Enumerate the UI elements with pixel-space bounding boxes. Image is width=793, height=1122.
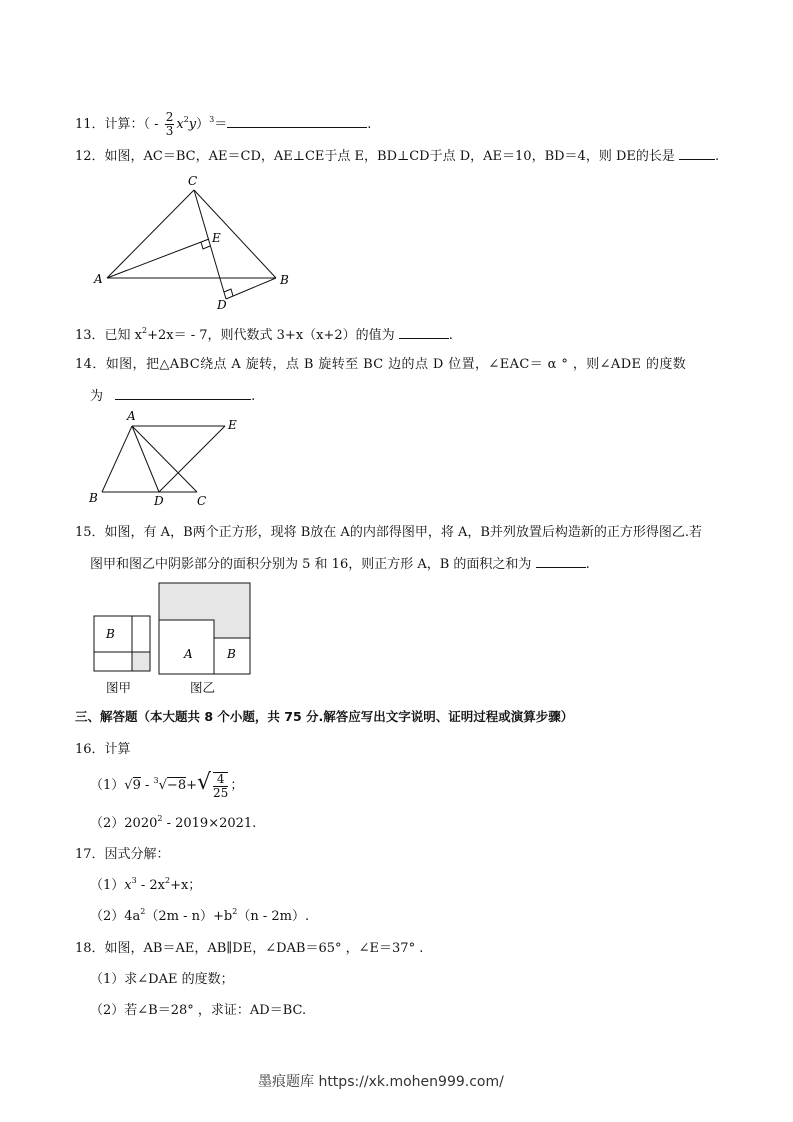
q17-part2 xyxy=(90,905,309,924)
q13-post: +2x＝ - 7，则代数式 3+x（x+2）的值为 xyxy=(147,328,395,343)
fig12-line-ae xyxy=(107,239,209,278)
q17-p2-mid: （2m - n）+b xyxy=(145,909,233,924)
fig14-label-e: E xyxy=(228,418,237,432)
q14-end: . xyxy=(251,389,256,404)
q17-p1-a: x xyxy=(124,878,132,893)
q11-x: x xyxy=(176,117,184,132)
q17-part1 xyxy=(90,874,201,893)
fig12-label-a: A xyxy=(94,272,103,286)
q13-end: . xyxy=(448,328,453,343)
question-15-line2 xyxy=(90,553,590,572)
fig15-jia-label-b: B xyxy=(106,627,115,641)
footer-watermark: 墨痕题库 https://xk.mohen999.com/ xyxy=(258,1074,504,1090)
fig14-line-ac xyxy=(132,426,197,492)
q16-p1-frac-den: 25 xyxy=(213,785,229,800)
fig15-caption-yi: 图乙 xyxy=(190,680,216,695)
fig12-line-ac xyxy=(107,190,194,278)
fig14-label-b: B xyxy=(89,491,98,505)
q15-line2-text: 图甲和图乙中阴影部分的面积分别为 5 和 16，则正方形 A，B 的面积之和为 xyxy=(90,557,532,572)
q11-number: 11．计算： xyxy=(75,117,144,132)
q17-p1-label: （1） xyxy=(90,878,125,893)
q16-p1-sqrt9: 9 xyxy=(132,778,141,793)
figure-15 xyxy=(85,578,265,678)
q17-p2-a-exp: 2 xyxy=(140,907,146,916)
q18-title: 18．如图，AB＝AE，AB∥DE，∠DAB＝65° ，∠E＝37° . xyxy=(75,941,424,956)
q11-answer-blank[interactable] xyxy=(227,126,367,128)
fig12-label-b: B xyxy=(280,273,289,287)
q11-end: . xyxy=(367,117,372,132)
question-14-line1: 14．如图，把△ABC绕点 A 旋转，点 B 旋转至 BC 边的点 D 位置，∠EAC＝ α ° ，则∠ADE 的度数 xyxy=(75,357,687,372)
fig12-line-cb xyxy=(194,190,276,278)
q17-p1-a-exp: 3 xyxy=(131,876,137,885)
fig15-yi-label-b: B xyxy=(227,647,236,661)
sqrt-icon: √ xyxy=(197,770,212,795)
fig12-line-cd xyxy=(194,190,226,299)
q11-eq: ＝ xyxy=(214,117,228,132)
q17-p1-b: - 2x xyxy=(136,878,165,893)
q16-p2-exp: 2 xyxy=(157,814,163,823)
q17-p2-label: （2）4a xyxy=(90,909,141,924)
q12-text: 12．如图，AC＝BC，AE＝CD，AE⊥CE于点 E，BD⊥CD于点 D，AE＝10，BD＝4，则 DE的长是 xyxy=(75,149,675,164)
q13-answer-blank[interactable] xyxy=(399,337,449,339)
question-13 xyxy=(75,324,453,343)
q17-title: 17．因式分解： xyxy=(75,847,170,862)
q17-p2-b-exp: 2 xyxy=(232,907,238,916)
question-12 xyxy=(75,145,719,164)
q11-open: （ - xyxy=(143,117,163,132)
fig15-jia-shaded xyxy=(132,652,150,671)
q16-p1-plus: + xyxy=(186,778,197,793)
q16-title: 16．计算 xyxy=(75,742,131,757)
cube-root-icon: √ xyxy=(158,778,167,793)
q17-p2-end: （n - 2m）. xyxy=(237,909,310,924)
q18-part1: （1）求∠DAE 的度数； xyxy=(90,972,234,987)
fig14-label-d: D xyxy=(154,494,164,508)
q15-answer-blank[interactable] xyxy=(536,566,586,568)
q13-pre: 13．已知 x xyxy=(75,328,143,343)
q16-p1-end: ； xyxy=(230,778,244,793)
q17-p1-c: +x； xyxy=(170,878,202,893)
q11-fraction xyxy=(165,111,175,138)
q11-pow: 3 xyxy=(209,115,215,124)
fig15-yi-label-a: A xyxy=(184,647,193,661)
q16-part2 xyxy=(90,812,256,831)
fig12-label-d: D xyxy=(217,298,227,312)
q11-frac-den: 3 xyxy=(165,124,174,138)
q16-part1 xyxy=(90,762,243,805)
fig14-line-de xyxy=(159,426,225,492)
q16-p1-fraction xyxy=(213,772,228,800)
question-14-line2 xyxy=(90,385,255,404)
q18-part2: （2）若∠B＝28° ，求证：AD＝BC. xyxy=(90,1003,307,1018)
q11-frac-num: 2 xyxy=(165,110,174,124)
fig12-right-angle-e xyxy=(201,242,210,249)
question-11 xyxy=(75,108,371,138)
q16-p2-rest: - 2019×2021. xyxy=(162,816,257,831)
q16-p1-label: （1） xyxy=(90,778,125,793)
q11-y: y xyxy=(188,117,197,132)
q13-exp: 2 xyxy=(142,326,148,335)
fig14-label-a: A xyxy=(127,409,136,423)
fig14-line-ad xyxy=(132,426,159,492)
fig12-line-bd xyxy=(226,278,276,299)
fig12-label-c: C xyxy=(188,174,198,188)
q14-line2-text: 为 xyxy=(90,389,104,404)
q16-p2-label: （2）2020 xyxy=(90,816,158,831)
q16-p1-cube-index: 3 xyxy=(153,776,159,785)
question-15-line1: 15．如图，有 A，B两个正方形，现将 B放在 A的内部得图甲，将 A，B并列放置后构造新的正方形得图乙.若 xyxy=(75,525,703,540)
figure-12 xyxy=(90,172,300,312)
q11-x-exp: 2 xyxy=(183,115,189,124)
fig12-right-angle-d xyxy=(224,289,233,296)
q16-p1-cbrt: −8 xyxy=(166,778,187,793)
q11-close: ） xyxy=(196,117,210,132)
q15-end: . xyxy=(585,557,590,572)
sqrt-icon: √ xyxy=(124,778,133,793)
fig14-line-ab xyxy=(102,426,132,492)
fig12-label-e: E xyxy=(212,231,221,245)
fig14-label-c: C xyxy=(197,494,207,508)
q14-answer-blank[interactable] xyxy=(115,398,251,400)
q16-p1-frac-num: 4 xyxy=(213,773,228,787)
q12-answer-blank[interactable] xyxy=(679,158,715,160)
section-3-title: 三、解答题（本大题共 8 个小题，共 75 分.解答应写出文字说明、证明过程或演算步骤） xyxy=(75,709,574,724)
fig15-caption-jia: 图甲 xyxy=(106,680,132,695)
figure-14 xyxy=(85,408,245,508)
q17-p1-b-exp: 2 xyxy=(164,876,171,885)
q12-end: . xyxy=(715,149,720,164)
q16-p1-minus: - xyxy=(140,778,154,793)
